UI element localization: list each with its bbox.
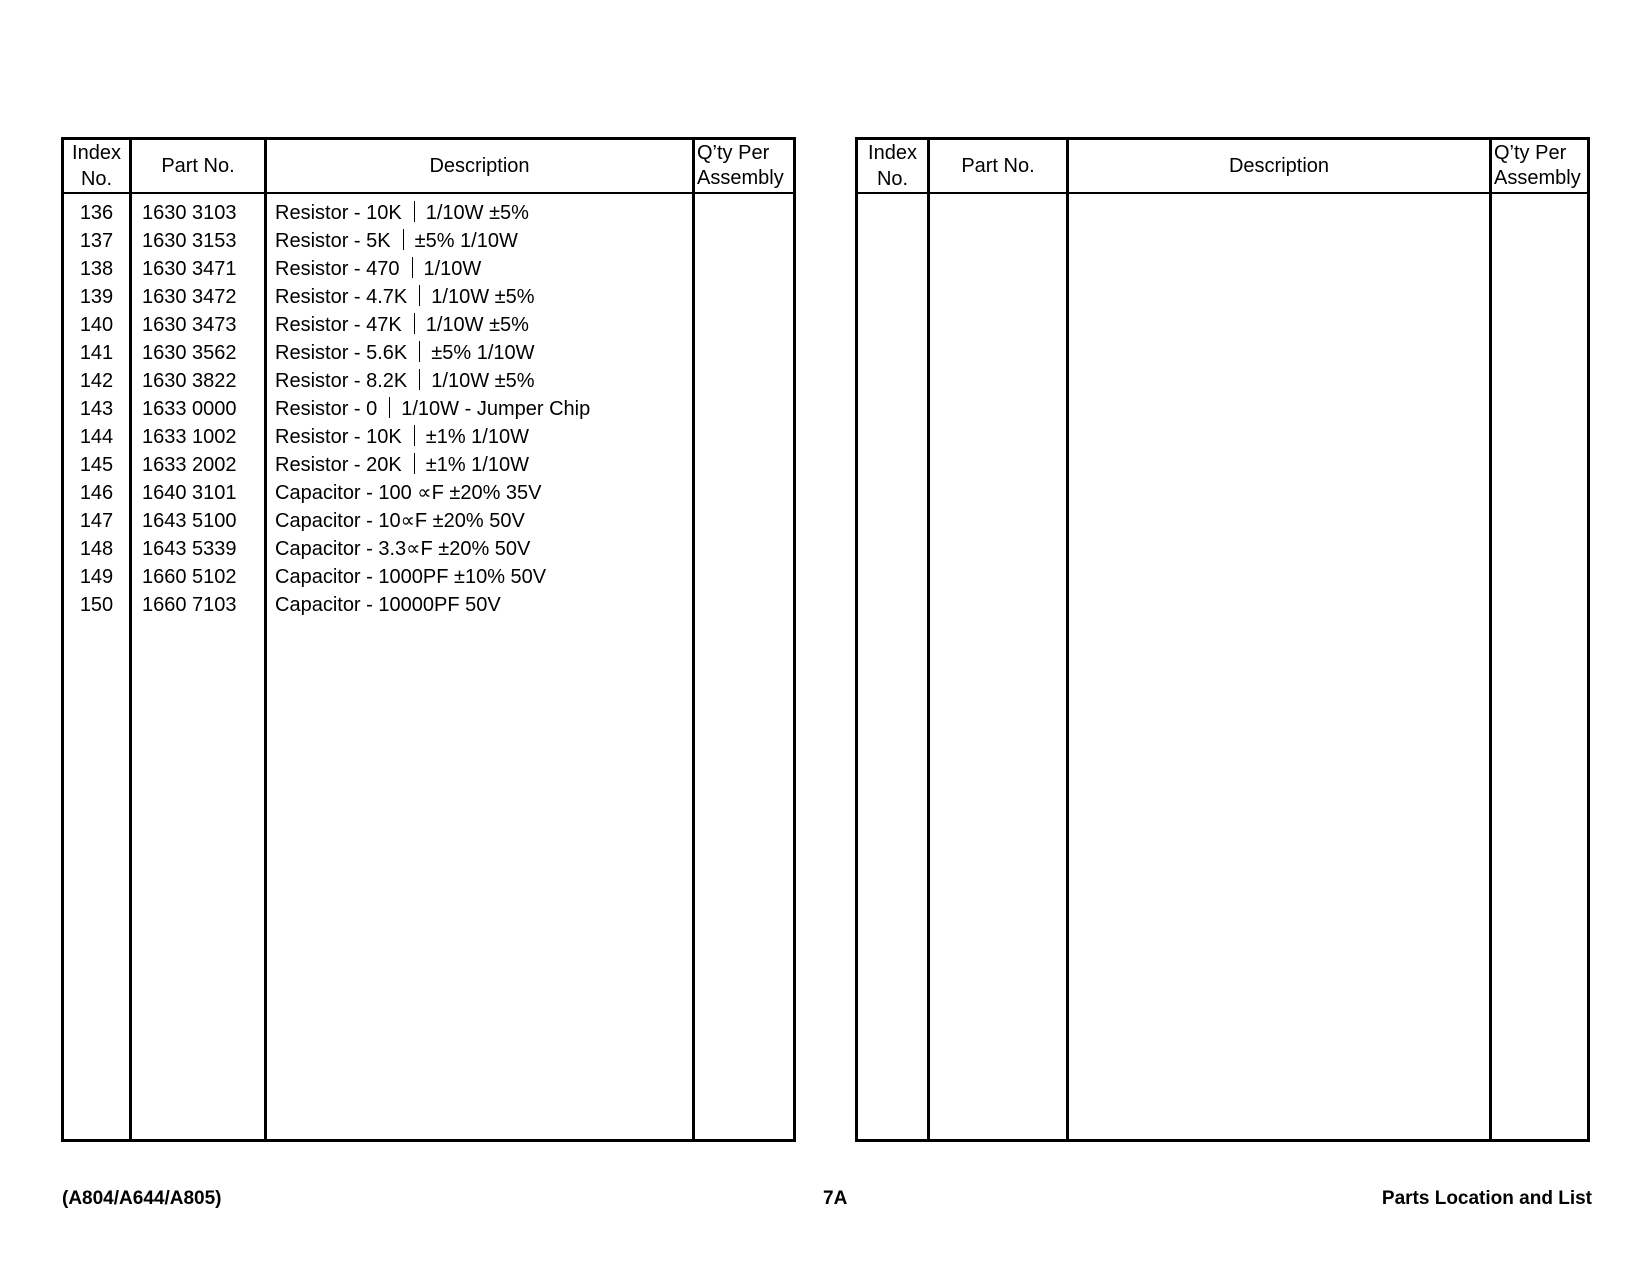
index-cells	[64, 194, 129, 619]
description-main: Resistor - 0	[275, 398, 378, 420]
index-cell: 137	[79, 230, 114, 252]
description-cell	[267, 535, 692, 563]
qty-cells	[695, 194, 793, 199]
description-main: Capacitor - 100 ∝F ±20% 35V	[275, 482, 542, 504]
description-cell	[267, 479, 692, 507]
description-header	[1069, 140, 1489, 194]
description-main: Resistor - 4.7K	[275, 286, 408, 308]
index-header-line2: No.	[876, 168, 909, 190]
ohm-separator	[414, 313, 415, 334]
description-spec: 1/10W ±5%	[425, 202, 529, 224]
description-cell	[267, 255, 692, 283]
qty-header-line2: Assembly	[697, 167, 784, 189]
description-cell	[267, 367, 692, 395]
index-cell: 142	[79, 370, 114, 392]
index-cell: 149	[79, 566, 114, 588]
part-no-cell: 1640 3101	[142, 482, 237, 504]
part-no-cell: 1643 5339	[142, 538, 237, 560]
description-main: Resistor - 10K	[275, 426, 402, 448]
description-main: Capacitor - 1000PF ±10% 50V	[275, 566, 547, 588]
part-no-cell: 1630 3562	[142, 342, 237, 364]
part-no-cell: 1630 3473	[142, 314, 237, 336]
footer-page-number: 7A	[823, 1188, 848, 1209]
index-column	[64, 140, 129, 1139]
description-cell	[267, 507, 692, 535]
ohm-separator	[414, 201, 415, 222]
index-cell: 138	[79, 258, 114, 280]
description-spec: ±1% 1/10W	[425, 426, 529, 448]
description-header	[267, 140, 692, 194]
index-header-line1: Index	[72, 142, 121, 164]
index-cell: 147	[79, 510, 114, 532]
index-cell: 143	[79, 398, 114, 420]
part-no-column	[129, 140, 264, 1139]
part-no-cell: 1633 2002	[142, 454, 237, 476]
description-column	[1066, 140, 1489, 1139]
index-cell: 139	[79, 286, 114, 308]
description-cell	[267, 395, 692, 423]
description-main: Capacitor - 10∝F ±20% 50V	[275, 510, 525, 532]
qty-header	[695, 140, 793, 194]
part-no-header-label: Part No.	[161, 155, 235, 177]
description-main: Resistor - 5K	[275, 230, 391, 252]
index-cell: 136	[79, 202, 114, 224]
description-cell	[267, 283, 692, 311]
qty-header	[1492, 140, 1587, 194]
description-cell	[267, 311, 692, 339]
ohm-separator	[419, 285, 420, 306]
part-no-cells	[132, 194, 264, 619]
parts-table-left	[61, 137, 796, 1142]
description-main: Resistor - 10K	[275, 202, 402, 224]
description-cell	[267, 563, 692, 591]
index-cell: 141	[79, 342, 114, 364]
ohm-separator	[419, 341, 420, 362]
footer-section-title: Parts Location and List	[1381, 1188, 1592, 1209]
part-no-header	[132, 140, 264, 194]
description-main: Resistor - 20K	[275, 454, 402, 476]
part-no-cell: 1660 5102	[142, 566, 237, 588]
description-column	[264, 140, 692, 1139]
description-main: Resistor - 47K	[275, 314, 402, 336]
description-cell	[267, 591, 692, 619]
part-no-header	[930, 140, 1066, 194]
index-header-line2: No.	[80, 168, 113, 190]
qty-column	[692, 140, 793, 1139]
description-spec: ±5% 1/10W	[431, 342, 535, 364]
index-cell: 148	[79, 538, 114, 560]
description-spec: 1/10W ±5%	[425, 314, 529, 336]
description-header-label: Description	[429, 155, 530, 177]
footer-model-numbers: (A804/A644/A805)	[62, 1188, 222, 1209]
ohm-separator	[412, 257, 413, 278]
part-no-cell: 1633 1002	[142, 426, 237, 448]
index-cell: 145	[79, 454, 114, 476]
index-header	[858, 140, 927, 194]
part-no-cell: 1630 3471	[142, 258, 237, 280]
description-main: Capacitor - 10000PF 50V	[275, 594, 501, 616]
description-cell	[267, 423, 692, 451]
part-no-cell: 1630 3472	[142, 286, 237, 308]
index-cell: 144	[79, 426, 114, 448]
index-cell: 150	[79, 594, 114, 616]
qty-column	[1489, 140, 1587, 1139]
parts-table-right	[855, 137, 1590, 1142]
part-no-cell: 1660 7103	[142, 594, 237, 616]
part-no-cell: 1633 0000	[142, 398, 237, 420]
part-no-cell: 1630 3153	[142, 230, 237, 252]
index-header	[64, 140, 129, 194]
description-main: Resistor - 5.6K	[275, 342, 408, 364]
ohm-separator	[414, 453, 415, 474]
ohm-separator	[419, 369, 420, 390]
description-spec: 1/10W - Jumper Chip	[401, 398, 591, 420]
ohm-separator	[389, 397, 390, 418]
description-spec: 1/10W ±5%	[431, 370, 535, 392]
description-main: Resistor - 470	[275, 258, 400, 280]
part-no-column	[927, 140, 1066, 1139]
qty-header-line2: Assembly	[1494, 167, 1581, 189]
description-cell	[267, 339, 692, 367]
part-no-cell: 1630 3822	[142, 370, 237, 392]
index-column	[858, 140, 927, 1139]
ohm-separator	[414, 425, 415, 446]
description-main: Resistor - 8.2K	[275, 370, 408, 392]
description-cell	[267, 451, 692, 479]
description-cell	[267, 227, 692, 255]
description-main: Capacitor - 3.3∝F ±20% 50V	[275, 538, 531, 560]
description-header-label: Description	[1228, 155, 1330, 177]
description-cell	[267, 199, 692, 227]
index-header-line1: Index	[868, 142, 917, 164]
qty-header-line1: Q’ty Per	[697, 142, 770, 164]
index-cell: 146	[79, 482, 114, 504]
qty-header-line1: Q’ty Per	[1494, 142, 1567, 164]
index-cell: 140	[79, 314, 114, 336]
description-spec: ±5% 1/10W	[414, 230, 518, 252]
description-cells	[267, 194, 692, 619]
part-no-cell: 1630 3103	[142, 202, 237, 224]
description-spec: 1/10W ±5%	[431, 286, 535, 308]
description-spec: ±1% 1/10W	[425, 454, 529, 476]
description-spec: 1/10W	[423, 258, 482, 280]
ohm-separator	[403, 229, 404, 250]
part-no-cell: 1643 5100	[142, 510, 237, 532]
part-no-header-label: Part No.	[961, 155, 1035, 177]
